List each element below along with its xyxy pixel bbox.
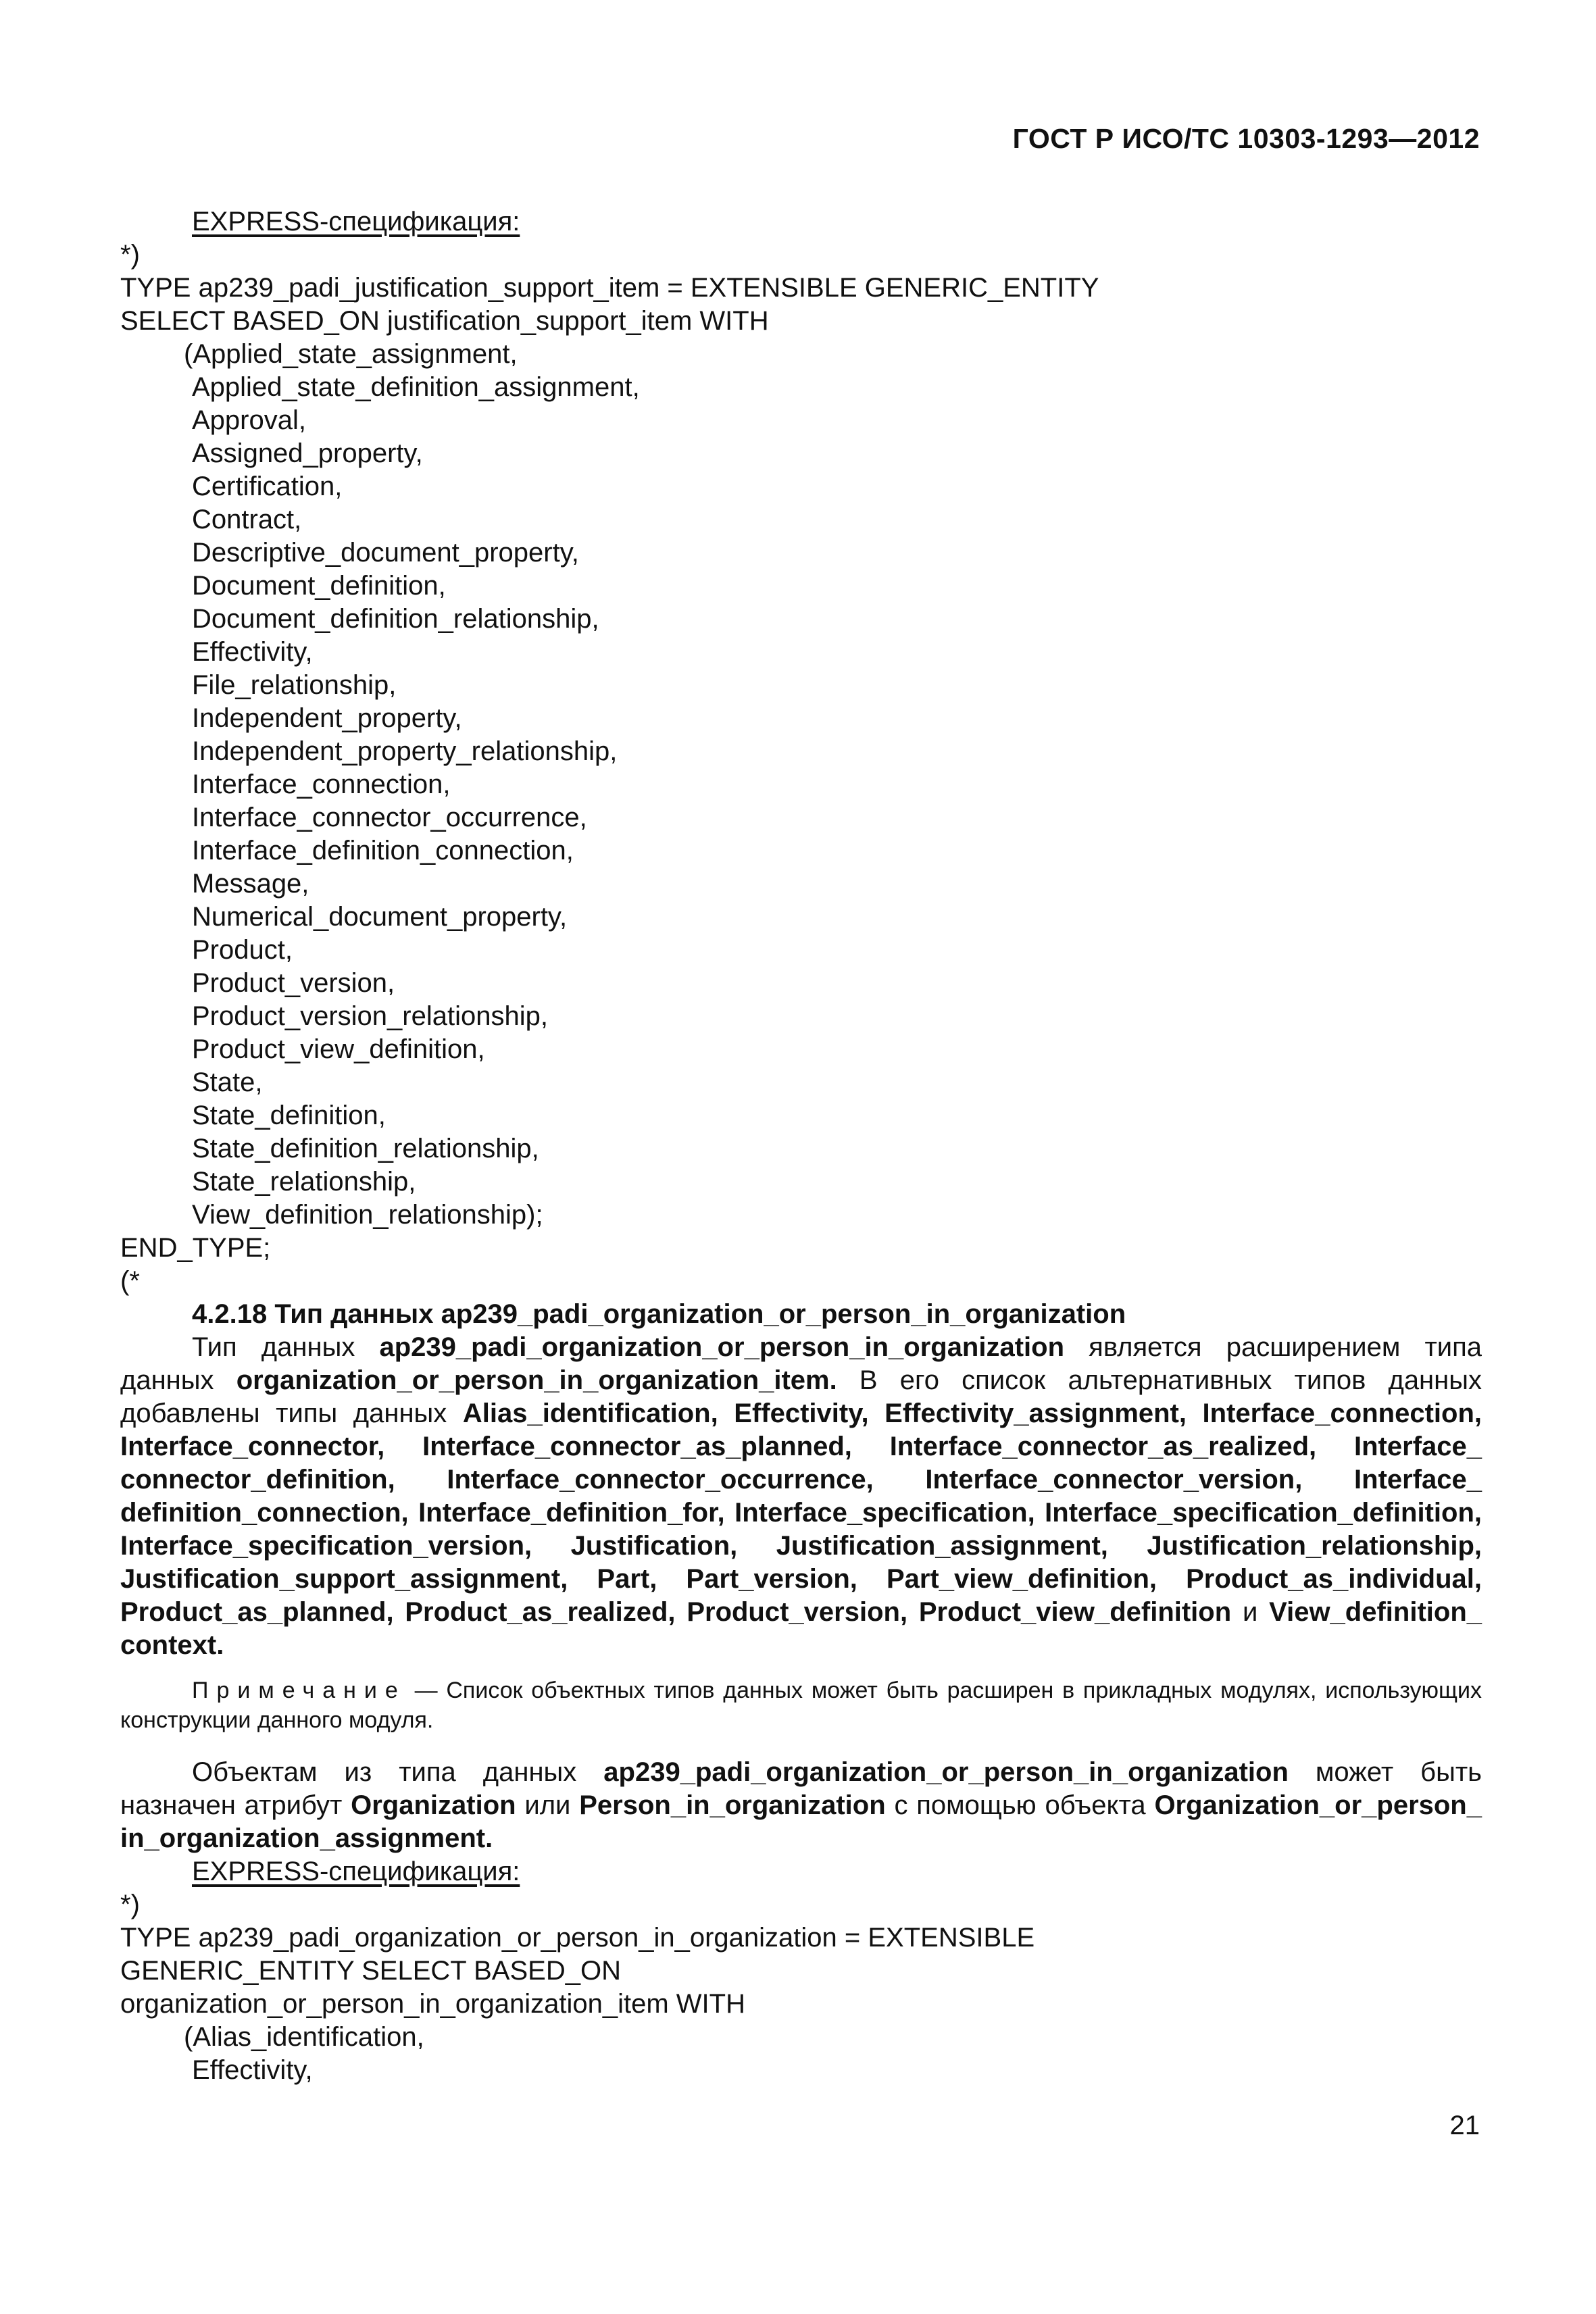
section-heading: 4.2.18 Тип данных ap239_padi_organization_or_person_in_organization xyxy=(192,1299,1126,1329)
select-item: Independent_property_relationship, xyxy=(192,736,618,766)
select-item: Document_definition_relationship, xyxy=(192,604,599,634)
entity-name: Organization_or_person_ in_organization_assignment. xyxy=(120,1790,1482,1853)
select-item: Approval, xyxy=(192,405,306,435)
comment-close: *) xyxy=(120,1890,140,1919)
end-type: END_TYPE; xyxy=(120,1233,271,1263)
type-list: Alias_identification, Effectivity, Effectivity_assignment, Interface_connection, Interface_connector, Interface_connector_as_planned, Interface_connector_as_realized, Interface_ connector_definition, Interface_connector_occurrence, Interface_connector_version, Interface_ definition_connection, Interface_definition_for, Interface_specification, Interface_specification_definition, Interface_specification_version, Justification, Justification_assignment, Justification_relationship, Justification_support_assignment, Part, Part_version, Part_view_definition, Product_as_individual, Product_as_planned, Product_as_realized, Product_version, Product_view_definition xyxy=(120,1399,1482,1627)
type-name: ap239_padi_organization_or_person_in_organization xyxy=(379,1332,1065,1362)
select-item: Product, xyxy=(192,935,293,965)
select-item: Product_view_definition, xyxy=(192,1034,485,1064)
select-item: Applied_state_definition_assignment, xyxy=(192,372,640,402)
select-item: Assigned_property, xyxy=(192,438,423,468)
type-name: organization_or_person_in_organization_item. xyxy=(236,1365,837,1395)
page-number: 21 xyxy=(1449,2111,1480,2140)
paragraph-text: является расширением типа данных xyxy=(120,1332,1482,1395)
paragraph-text: и xyxy=(1231,1597,1270,1627)
assignment-paragraph xyxy=(120,1756,1482,1855)
paragraph-text: Тип данных xyxy=(192,1332,380,1362)
select-item: File_relationship, xyxy=(192,670,397,700)
note xyxy=(120,1676,1482,1735)
type-name: View_definition_ context. xyxy=(120,1597,1482,1660)
type-declaration: TYPE ap239_padi_organization_or_person_in_organization = EXTENSIBLE xyxy=(120,1923,1035,1953)
select-item: (Alias_identification, xyxy=(184,2022,424,2052)
paragraph-text: или xyxy=(516,1790,580,1820)
select-item: Contract, xyxy=(192,505,302,534)
select-item: Certification, xyxy=(192,472,343,501)
select-item: Effectivity, xyxy=(192,637,313,667)
paragraph-text: с помощью объекта xyxy=(885,1790,1155,1820)
attribute-name: Person_in_organization xyxy=(579,1790,886,1820)
select-item: Effectivity, xyxy=(192,2055,313,2085)
select-item: State_definition_relationship, xyxy=(192,1134,539,1163)
select-item: (Applied_state_assignment, xyxy=(184,339,518,369)
type-declaration: GENERIC_ENTITY SELECT BASED_ON xyxy=(120,1956,621,1986)
comment-open: (* xyxy=(120,1266,140,1296)
comment-close: *) xyxy=(120,240,140,270)
express-spec-label: EXPRESS-спецификация: xyxy=(192,1857,520,1886)
paragraph-text: В его список альтернативных типов данных добавлены типы данных xyxy=(120,1365,1482,1428)
select-item: State_definition, xyxy=(192,1101,386,1130)
attribute-name: Organization xyxy=(351,1790,516,1820)
type-name: ap239_padi_organization_or_person_in_organization xyxy=(603,1757,1289,1787)
select-item: Document_definition, xyxy=(192,571,446,601)
select-item: Interface_connector_occurrence, xyxy=(192,803,587,832)
select-item: Interface_connection, xyxy=(192,770,451,799)
select-clause: SELECT BASED_ON justification_support_item WITH xyxy=(120,306,769,336)
select-item: Numerical_document_property, xyxy=(192,902,568,932)
paragraph-text: может быть назначен атрибут xyxy=(120,1757,1482,1820)
select-clause: organization_or_person_in_organization_item WITH xyxy=(120,1989,745,2019)
select-item: Product_version, xyxy=(192,968,395,998)
select-item: Product_version_relationship, xyxy=(192,1001,548,1031)
note-label: Примечание xyxy=(192,1678,406,1703)
paragraph-text: Объектам из типа данных xyxy=(192,1757,604,1787)
document-code: ГОСТ Р ИСО/ТС 10303-1293—2012 xyxy=(1012,123,1480,154)
select-item: View_definition_relationship); xyxy=(192,1200,543,1230)
description-paragraph xyxy=(120,1331,1482,1662)
select-item: Descriptive_document_property, xyxy=(192,538,579,568)
express-spec-label: EXPRESS-спецификация: xyxy=(192,207,520,236)
select-item: State, xyxy=(192,1067,263,1097)
select-item: Interface_definition_connection, xyxy=(192,836,574,865)
select-item: Independent_property, xyxy=(192,703,462,733)
select-item: State_relationship, xyxy=(192,1167,416,1197)
select-item: Message, xyxy=(192,869,309,899)
type-declaration: TYPE ap239_padi_justification_support_item = EXTENSIBLE GENERIC_ENTITY xyxy=(120,273,1099,303)
note-text: — Список объектных типов данных может быть расширен в прикладных модулях, использующих конструкции данного модуля. xyxy=(120,1678,1482,1733)
